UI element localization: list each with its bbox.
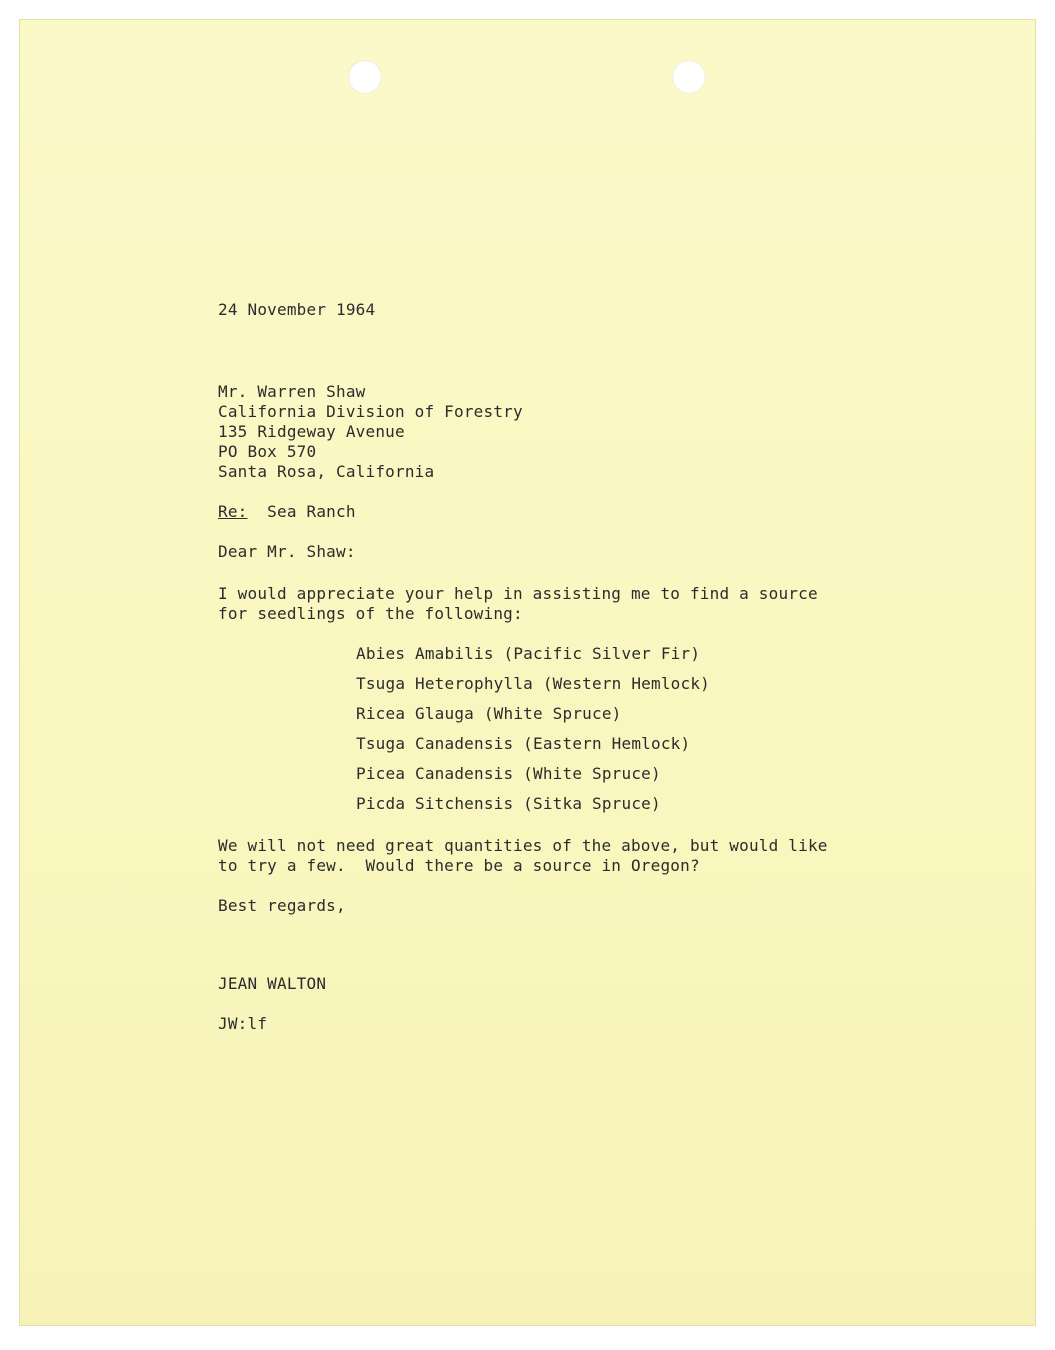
tree-list-item: Picda Sitchensis (Sitka Spruce) [356,794,661,813]
address-line-po-box: PO Box 570 [218,442,317,461]
reference-initials: JW:lf [218,1014,268,1033]
re-label: Re: [218,502,248,521]
signer-name: JEAN WALTON [218,974,327,993]
intro-line-1: I would appreciate your help in assisting me to find a source [218,584,818,603]
closing-line-2: to try a few. Would there be a source in Oregon? [218,856,700,875]
tree-list-item: Ricea Glauga (White Spruce) [356,704,622,723]
tree-list-item: Picea Canadensis (White Spruce) [356,764,661,783]
re-line [218,502,356,522]
punch-hole-left [348,60,382,94]
sign-off: Best regards, [218,896,346,915]
letter-date: 24 November 1964 [218,300,376,319]
tree-list-item: Tsuga Canadensis (Eastern Hemlock) [356,734,691,753]
intro-line-2: for seedlings of the following: [218,604,523,623]
tree-list-item: Tsuga Heterophylla (Western Hemlock) [356,674,710,693]
salutation: Dear Mr. Shaw: [218,542,356,561]
re-subject: Sea Ranch [267,502,356,521]
tree-list-item: Abies Amabilis (Pacific Silver Fir) [356,644,701,663]
letter-page [20,20,1035,1325]
punch-hole-right [672,60,706,94]
closing-line-1: We will not need great quantities of the above, but would like [218,836,828,855]
address-line-city: Santa Rosa, California [218,462,435,481]
address-line-street: 135 Ridgeway Avenue [218,422,405,441]
address-line-name: Mr. Warren Shaw [218,382,366,401]
address-line-organization: California Division of Forestry [218,402,523,421]
